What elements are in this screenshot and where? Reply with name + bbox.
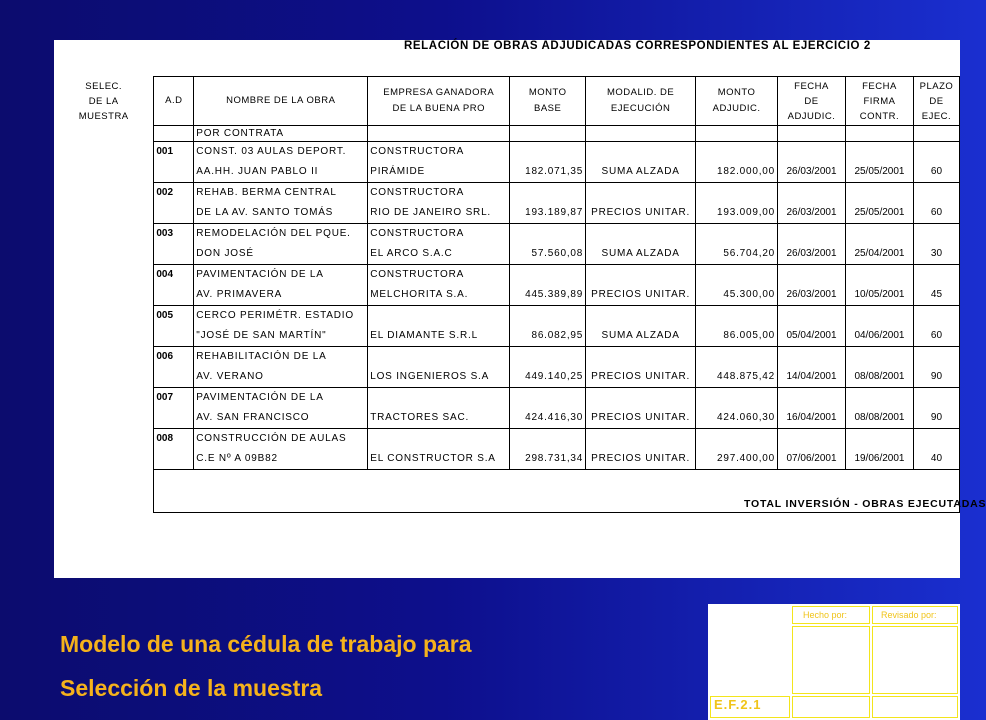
plazo-cell-value: 45 [930,289,943,300]
ad-cell [154,388,194,429]
empresa-cell-line: CONSTRUCTORA [370,146,465,157]
table-row [54,306,960,347]
fecha-firma-cell [846,429,914,470]
monto-base-cell [510,265,586,306]
monto-base-cell-value: 449.140,25 [525,371,584,382]
modalidad-cell [586,265,696,306]
empresa-cell-line: CONSTRUCTORA [370,269,465,280]
plazo-cell [913,224,959,265]
table-row [54,142,960,183]
ad-cell [154,347,194,388]
plazo-cell [913,388,959,429]
fecha-adjudic-cell [778,429,846,470]
header-monto-base: MONTO BASE [510,77,586,126]
modalidad-cell-value: PRECIOS UNITAR. [591,371,691,382]
empresa-cell-line: CONSTRUCTORA [370,187,465,198]
ad-cell [154,224,194,265]
fecha-firma-cell-value: 08/08/2001 [854,412,905,423]
obra-name-cell-line: CERCO PERIMÉTR. ESTADIO [196,310,354,321]
fecha-firma-cell-value: 04/06/2001 [854,330,905,341]
empresa-cell-line [370,429,507,449]
worksheet [54,40,986,578]
obra-name-cell [194,347,368,388]
obra-name-cell [194,142,368,183]
header-empresa: EMPRESA GANADORA DE LA BUENA PRO [368,77,510,126]
fecha-firma-cell-value: 10/05/2001 [854,289,905,300]
empresa-cell-line: CONSTRUCTORA [370,228,465,239]
plazo-cell-value: 30 [930,248,943,259]
selec-cell [54,224,154,265]
monto-adjudic-cell-value: 182.000,00 [716,166,776,177]
fecha-adjudic-cell-value: 14/04/2001 [786,371,837,382]
monto-adjudic-cell [696,306,778,347]
empresa-cell-line [370,347,507,367]
selec-cell [54,388,154,429]
por-contrata-label: POR CONTRATA [194,126,368,142]
table-row [54,265,960,306]
fecha-adjudic-cell [778,224,846,265]
obra-name-cell-line: AV. SAN FRANCISCO [196,412,310,423]
obra-name-cell [194,388,368,429]
reference-code: E.F.2.1 [714,697,762,712]
monto-base-cell [510,306,586,347]
obra-name-cell-line: C.E Nº A 09B82 [196,453,278,464]
header-nombre: NOMBRE DE LA OBRA [194,77,368,126]
plazo-cell-value: 60 [930,330,943,341]
monto-adjudic-cell [696,224,778,265]
slide-caption [60,622,472,710]
ad-code: 002 [156,187,174,198]
obra-name-cell [194,183,368,224]
modalidad-cell-value: PRECIOS UNITAR. [591,207,691,218]
monto-base-cell-value: 424.416,30 [525,412,584,423]
obra-name-cell-line: PAVIMENTACIÓN DE LA [196,392,324,403]
fecha-adjudic-cell-value: 16/04/2001 [786,412,837,423]
monto-adjudic-cell [696,429,778,470]
header-ad: A.D [154,77,194,126]
monto-adjudic-cell-value: 56.704,20 [723,248,776,259]
monto-base-cell-value: 445.389,89 [525,289,584,300]
empresa-cell-line: EL DIAMANTE S.R.L [370,330,478,341]
revisado-por-signature-field[interactable] [872,626,958,694]
ad-code: 003 [156,228,174,239]
selec-cell [54,429,154,470]
empresa-cell [368,183,510,224]
empresa-cell [368,265,510,306]
empresa-cell-line: MELCHORITA S.A. [370,289,469,300]
header-modalidad: MODALID. DE EJECUCIÓN [586,77,696,126]
header-monto-adjudic: MONTO ADJUDIC. [696,77,778,126]
ad-code: 007 [156,392,174,403]
obra-name-cell-line: REHABILITACIÓN DE LA [196,351,327,362]
monto-base-cell [510,142,586,183]
por-contrata-row [54,126,960,142]
obra-name-cell-line: DE LA AV. SANTO TOMÁS [196,207,334,218]
revisado-por-header [872,606,958,624]
obra-name-cell [194,306,368,347]
fecha-adjudic-cell-value: 05/04/2001 [786,330,837,341]
fecha-firma-cell-value: 25/05/2001 [854,166,905,177]
obra-name-cell-line: DON JOSÉ [196,248,254,259]
monto-adjudic-cell [696,347,778,388]
selec-cell [54,306,154,347]
monto-adjudic-cell-value: 193.009,00 [716,207,776,218]
plazo-cell [913,347,959,388]
fecha-firma-cell-value: 08/08/2001 [854,371,905,382]
plazo-cell-value: 60 [930,166,943,177]
modalidad-cell-value: SUMA ALZADA [601,330,680,341]
ad-code: 005 [156,310,174,321]
plazo-cell [913,306,959,347]
plazo-cell [913,265,959,306]
ad-code: 001 [156,146,174,157]
fecha-firma-cell [846,388,914,429]
fecha-adjudic-cell [778,183,846,224]
fecha-adjudic-cell-value: 26/03/2001 [786,166,837,177]
modalidad-cell [586,142,696,183]
obra-name-cell [194,265,368,306]
total-inversion-label: TOTAL INVERSIÓN - OBRAS EJECUTADAS [744,498,986,510]
obra-name-cell-line: REHAB. BERMA CENTRAL [196,187,337,198]
monto-adjudic-cell-value: 297.400,00 [716,453,776,464]
plazo-cell-value: 40 [930,453,943,464]
revisado-por-label: Revisado por: [881,610,937,620]
monto-base-cell [510,224,586,265]
monto-adjudic-cell [696,388,778,429]
obra-name-cell-line: CONSTRUCCIÓN DE AULAS [196,433,347,444]
works-table [54,76,986,513]
monto-adjudic-cell-value: 45.300,00 [723,289,776,300]
modalidad-cell-value: PRECIOS UNITAR. [591,453,691,464]
hecho-por-header [792,606,870,624]
ad-code: 008 [156,433,174,444]
empresa-cell [368,306,510,347]
plazo-cell [913,142,959,183]
monto-base-cell-value: 86.082,95 [531,330,584,341]
monto-base-cell [510,388,586,429]
signoff-box [708,604,960,720]
empresa-cell [368,142,510,183]
ad-cell [154,265,194,306]
selec-cell [54,347,154,388]
obra-name-cell [194,429,368,470]
modalidad-cell [586,183,696,224]
header-selec: SELEC. DE LA MUESTRA [78,80,129,122]
selec-cell [54,183,154,224]
table-header-row [54,77,960,126]
table-row [54,224,960,265]
fecha-adjudic-cell-value: 26/03/2001 [786,207,837,218]
fecha-firma-cell [846,347,914,388]
hecho-por-label: Hecho por: [803,610,848,620]
plazo-cell-value: 90 [930,412,943,423]
fecha-adjudic-cell [778,142,846,183]
empresa-cell [368,224,510,265]
plazo-cell-value: 90 [930,371,943,382]
revisado-por-footer [872,696,958,718]
selec-cell [54,265,154,306]
header-fecha-firma: FECHA FIRMA CONTR. [846,77,914,126]
table-row [54,347,960,388]
monto-base-cell-value: 298.731,34 [525,453,584,464]
modalidad-cell-value: SUMA ALZADA [601,166,680,177]
table-row [54,183,960,224]
fecha-adjudic-cell-value: 07/06/2001 [786,453,837,464]
fecha-firma-cell-value: 25/05/2001 [854,207,905,218]
table-row [54,429,960,470]
plazo-cell-value: 60 [930,207,943,218]
table-row [54,388,960,429]
modalidad-cell [586,388,696,429]
modalidad-cell-value: PRECIOS UNITAR. [591,412,691,423]
empresa-cell-line: LOS INGENIEROS S.A [370,371,490,382]
modalidad-cell [586,306,696,347]
obra-name-cell-line: REMODELACIÓN DEL PQUE. [196,228,351,239]
fecha-adjudic-cell-value: 26/03/2001 [786,248,837,259]
monto-base-cell [510,429,586,470]
fecha-firma-cell-value: 25/04/2001 [854,248,905,259]
monto-adjudic-cell [696,142,778,183]
caption-line-1: Modelo de una cédula de trabajo para [60,631,472,657]
worksheet-title: RELACIÓN DE OBRAS ADJUDICADAS CORRESPONDIENTES AL EJERCICIO 2 [404,40,871,52]
obra-name-cell-line: AV. VERANO [196,371,264,382]
fecha-firma-cell [846,142,914,183]
ad-cell [154,183,194,224]
modalidad-cell [586,347,696,388]
obra-name-cell-line: AA.HH. JUAN PABLO II [196,166,319,177]
fecha-adjudic-cell [778,306,846,347]
ad-code: 006 [156,351,174,362]
monto-adjudic-cell-value: 448.875,42 [716,371,776,382]
fecha-firma-cell [846,306,914,347]
obra-name-cell-line: "JOSÉ DE SAN MARTÍN" [196,330,327,341]
fecha-firma-cell [846,183,914,224]
fecha-firma-cell-value: 19/06/2001 [854,453,905,464]
monto-base-cell-value: 182.071,35 [525,166,584,177]
ad-code: 004 [156,269,174,280]
monto-adjudic-cell-value: 424.060,30 [716,412,776,423]
empresa-cell [368,429,510,470]
monto-base-cell-value: 193.189,87 [525,207,584,218]
ad-cell [154,306,194,347]
header-fecha-adjudic: FECHA DE ADJUDIC. [778,77,846,126]
fecha-firma-cell [846,265,914,306]
obra-name-cell-line: CONST. 03 AULAS DEPORT. [196,146,347,157]
empresa-cell-line: RIO DE JANEIRO SRL. [370,207,492,218]
modalidad-cell-value: SUMA ALZADA [601,248,680,259]
fecha-adjudic-cell-value: 26/03/2001 [786,289,837,300]
fecha-adjudic-cell [778,388,846,429]
header-plazo: PLAZO DE EJEC. [913,77,959,126]
fecha-firma-cell [846,224,914,265]
empresa-cell-line: EL CONSTRUCTOR S.A [370,453,496,464]
modalidad-cell [586,429,696,470]
obra-name-cell [194,224,368,265]
empresa-cell-line: PIRÁMIDE [370,166,425,177]
monto-base-cell-value: 57.560,08 [531,248,584,259]
empresa-cell-line [370,306,507,326]
plazo-cell [913,429,959,470]
plazo-cell [913,183,959,224]
monto-adjudic-cell-value: 86.005,00 [723,330,776,341]
empresa-cell-line [370,388,507,408]
fecha-adjudic-cell [778,347,846,388]
empresa-cell-line: EL ARCO S.A.C [370,248,453,259]
fecha-adjudic-cell [778,265,846,306]
ad-cell [154,142,194,183]
modalidad-cell-value: PRECIOS UNITAR. [591,289,691,300]
caption-line-2: Selección de la muestra [60,675,323,701]
modalidad-cell [586,224,696,265]
selec-cell [54,142,154,183]
obra-name-cell-line: AV. PRIMAVERA [196,289,283,300]
ad-cell [154,429,194,470]
hecho-por-footer [792,696,870,718]
empresa-cell [368,388,510,429]
monto-base-cell [510,347,586,388]
monto-adjudic-cell [696,265,778,306]
monto-adjudic-cell [696,183,778,224]
obra-name-cell-line: PAVIMENTACIÓN DE LA [196,269,324,280]
monto-base-cell [510,183,586,224]
empresa-cell [368,347,510,388]
hecho-por-signature-field[interactable] [792,626,870,694]
empresa-cell-line: TRACTORES SAC. [370,412,470,423]
